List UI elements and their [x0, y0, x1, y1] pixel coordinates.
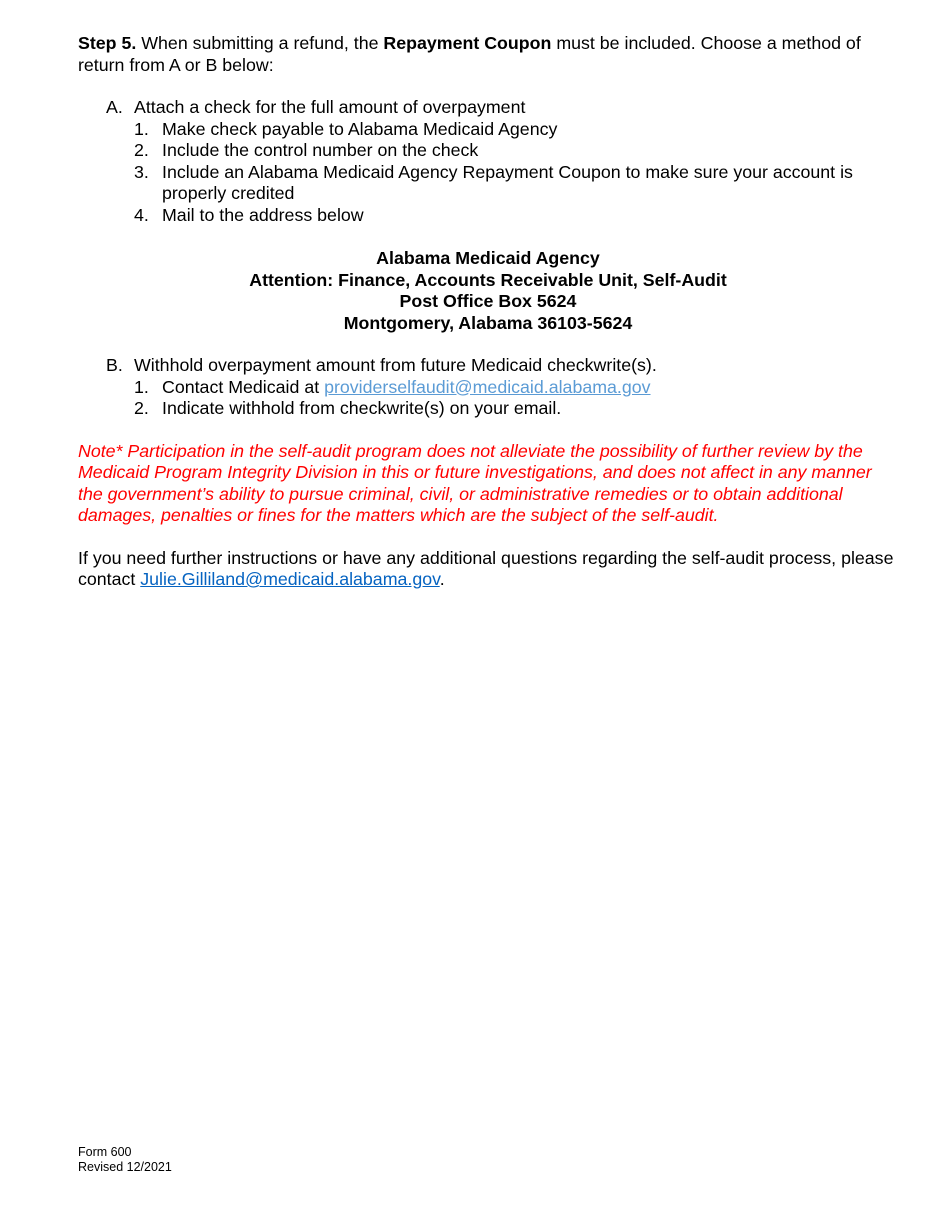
- contact-paragraph: [78, 548, 898, 591]
- step-paragraph: [78, 33, 898, 76]
- option-a-item-text: Include the control number on the check: [162, 140, 479, 160]
- step-text-after: must be included. Choose a method of return from A or B below:: [78, 33, 861, 75]
- address-line: Montgomery, Alabama 36103-5624: [343, 312, 633, 333]
- contact-medicaid-text: Contact Medicaid at: [162, 376, 325, 397]
- option-b-item-number: 1.: [134, 376, 149, 397]
- option-a-item-text: Mail to the address below: [162, 204, 364, 225]
- option-b-letter: B.: [106, 355, 123, 375]
- option-a-item-number: 3.: [134, 161, 149, 182]
- footer-revised-date: Revised 12/2021: [78, 1159, 172, 1174]
- provider-selfaudit-email-link[interactable]: providerselfaudit@medicaid.alabama.gov: [324, 376, 651, 397]
- option-b-item-number: 2.: [134, 398, 149, 418]
- footer: [78, 1145, 172, 1174]
- option-a: [106, 97, 898, 119]
- option-b-item-text: Indicate withhold from checkwrite(s) on your email.: [162, 398, 562, 418]
- address-line: Alabama Medicaid Agency: [376, 248, 600, 268]
- julie-gilliland-email-link[interactable]: Julie.Gilliland@medicaid.alabama.gov: [140, 569, 440, 589]
- option-a-text: Attach a check for the full amount of overpayment: [134, 97, 526, 117]
- step-label: Step 5.: [78, 33, 137, 53]
- mailing-address: [78, 248, 898, 334]
- option-a-item: [134, 140, 898, 162]
- repayment-coupon-strong: Repayment Coupon: [383, 33, 552, 53]
- option-a-item: [134, 162, 898, 205]
- contact-text: If you need further instructions or have any additional questions regarding the self-audit process, please contact: [78, 547, 894, 589]
- option-a-letter: A.: [106, 97, 123, 117]
- spacer: [78, 76, 898, 97]
- option-b: [106, 355, 898, 377]
- option-a-item: [134, 205, 898, 227]
- option-a-item-text: Include an Alabama Medicaid Agency Repayment Coupon to make sure your account is properly credited: [162, 161, 853, 203]
- option-a-item-number: 4.: [134, 204, 149, 225]
- option-a-item: [134, 119, 898, 141]
- option-a-item-number: 2.: [134, 140, 149, 160]
- address-line: Post Office Box 5624: [399, 291, 577, 311]
- contact-end: .: [439, 569, 445, 589]
- note-paragraph: Note* Participation in the self-audit program does not alleviate the possibility of further review by the Medicaid Program Integrity Division in this or future investigations, and does not affect in any manner the government’s ability to pursue criminal, civil, or administrative remedies or to obtain additional damages, penalties or fines for the matters which are the subject of the self-audit.: [78, 440, 872, 525]
- option-a-item-number: 1.: [134, 118, 149, 139]
- footer-form-number: Form 600: [78, 1145, 132, 1159]
- option-a-item-text: Make check payable to Alabama Medicaid Agency: [162, 118, 558, 139]
- option-b-item: [134, 377, 898, 399]
- option-b-item: [134, 398, 898, 420]
- option-b-item-text: [162, 377, 898, 399]
- option-b-text: Withhold overpayment amount from future Medicaid checkwrite(s).: [134, 355, 657, 375]
- address-line: Attention: Finance, Accounts Receivable Unit, Self-Audit: [249, 269, 727, 290]
- document-body: [78, 33, 898, 591]
- step-text-before: When submitting a refund, the: [136, 33, 384, 53]
